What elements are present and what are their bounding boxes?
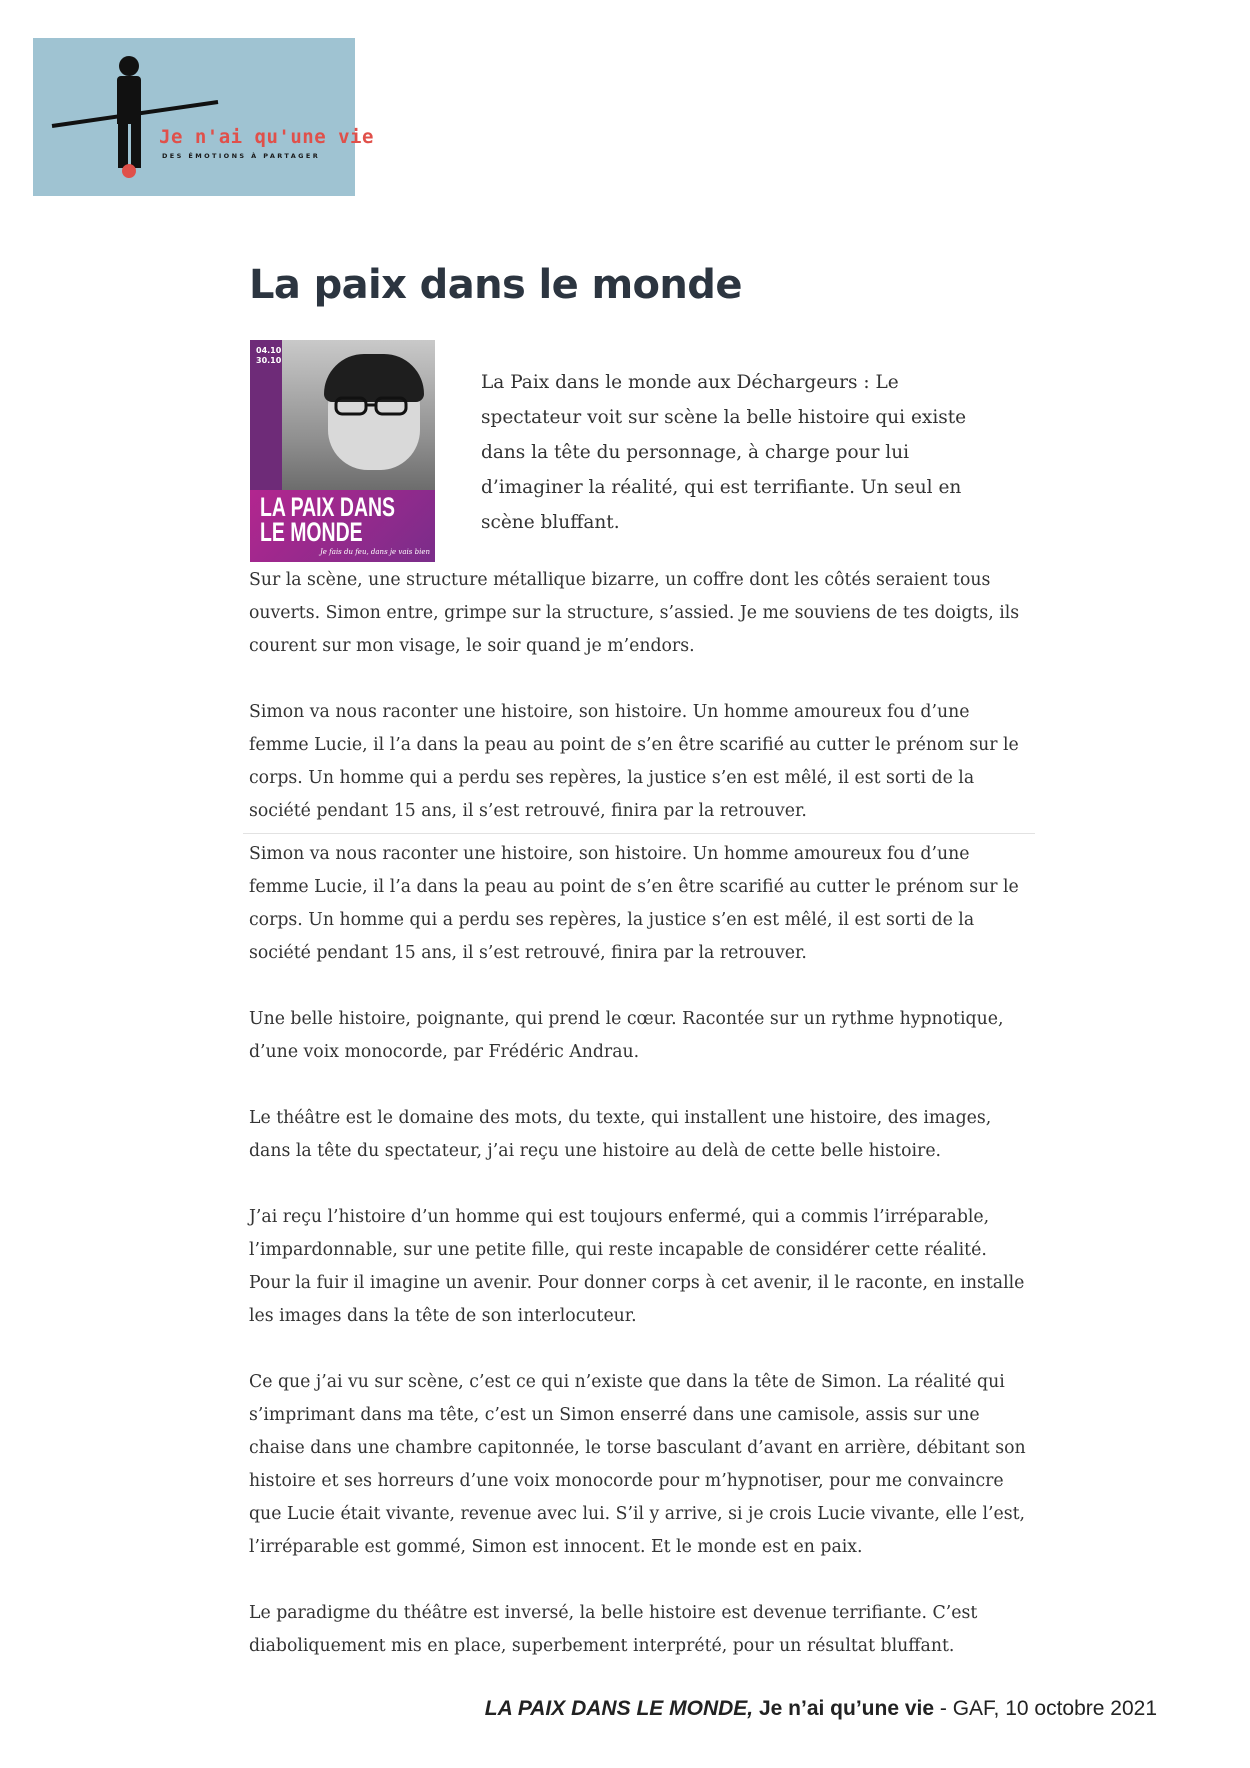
- site-logo: [33, 38, 374, 196]
- article-paragraph: Simon va nous raconter une histoire, son histoire. Un homme amoureux fou d’une femme Lucie, il l’a dans la peau au point de s’en être scarifié au cutter le prénom sur le corps. Un homme qui a perdu ses repères, la justice s’en est mêlé, il est sorti de la société pendant 15 ans, il s’est retrouvé, finira par la retrouver.: [249, 702, 1019, 821]
- article-intro: La Paix dans le monde aux Déchargeurs : Le spectateur voit sur scène la belle histoire qui existe dans la tête du personnage, à charge pour lui d’imaginer la réalité, qui est terrifiante. Un seul en scène bluffant.: [481, 372, 967, 533]
- article-paragraph: Le théâtre est le domaine des mots, du texte, qui installent une histoire, des images, dans la tête du spectateur, j’ai reçu une histoire au delà de cette belle histoire.: [249, 1108, 992, 1161]
- glasses-icon: [332, 396, 412, 416]
- figure-leg-icon: [118, 122, 128, 168]
- poster-subtitle: Je fais du feu, dans je vais bien: [320, 548, 430, 556]
- logo-tagline: DES ÉMOTIONS À PARTAGER: [162, 152, 321, 160]
- logo-brand-text: Je n'ai qu'une vie: [159, 126, 374, 148]
- article-paragraph: Simon va nous raconter une histoire, son histoire. Un homme amoureux fou d’une femme Lucie, il l’a dans la peau au point de s’en être scarifié au cutter le prénom sur le corps. Un homme qui a perdu ses repères, la justice s’en est mêlé, il est sorti de la société pendant 15 ans, il s’est retrouvé, finira par la retrouver.: [249, 844, 1019, 963]
- figure-body-icon: [117, 76, 141, 124]
- poster-title-line: LA PAIX DANS: [260, 492, 396, 522]
- article-title: La paix dans le monde: [249, 262, 742, 308]
- divider: [243, 833, 1035, 834]
- figure-leg-icon: [131, 122, 141, 168]
- credit-publication: Je n’ai qu’une vie: [758, 1697, 935, 1720]
- figure-head-icon: [119, 56, 139, 76]
- poster-date: 04.10 30.10: [256, 346, 282, 365]
- red-dot-icon: [122, 164, 136, 178]
- article-paragraph: Ce que j’ai vu sur scène, c’est ce qui n’existe que dans la tête de Simon. La réalité qui s’imprimant dans ma tête, c’est un Simon enserré dans une camisole, assis sur une chaise dans une chambre capitonnée, le torse basculant d’avant en arrière, débitant son histoire et ses horreurs d’une voix monocorde pour m’hypnotiser, pour me convaincre que Lucie était vivante, revenue avec lui. S’il y arrive, si je crois Lucie vivante, elle l’est, l’irréparable est gommé, Simon est innocent. Et le monde est en paix.: [249, 1372, 1026, 1557]
- article-paragraph: Le paradigme du théâtre est inversé, la belle histoire est devenue terrifiante. C’est diaboliquement mis en place, superbement interprété, pour un résultat bluffant.: [249, 1603, 978, 1656]
- article-body: [249, 564, 1029, 1663]
- show-poster-image: [250, 340, 435, 562]
- source-credit: [485, 1697, 1157, 1721]
- poster-title: [260, 492, 396, 547]
- article-paragraph: Une belle histoire, poignante, qui prend le cœur. Racontée sur un rythme hypnotique, d’une voix monocorde, par Frédéric Andrau.: [249, 1009, 1004, 1062]
- article-paragraph: Sur la scène, une structure métallique bizarre, un coffre dont les côtés seraient tous ouverts. Simon entre, grimpe sur la structure, s’assied. Je me souviens de tes doigts, ils courent sur mon visage, le soir quand je m’endors.: [249, 570, 1020, 656]
- poster-title-line: LE MONDE: [260, 517, 363, 547]
- credit-author-date: - GAF, 10 octobre 2021: [934, 1697, 1157, 1720]
- poster-hair: [324, 354, 424, 402]
- credit-show-title: LA PAIX DANS LE MONDE,: [484, 1697, 754, 1720]
- article-paragraph: J’ai reçu l’histoire d’un homme qui est toujours enfermé, qui a commis l’irréparable, l’impardonnable, sur une petite fille, qui reste incapable de considérer cette réalité. Pour la fuir il imagine un avenir. Pour donner corps à cet avenir, il le raconte, en installe les images dans la tête de son interlocuteur.: [249, 1207, 1025, 1326]
